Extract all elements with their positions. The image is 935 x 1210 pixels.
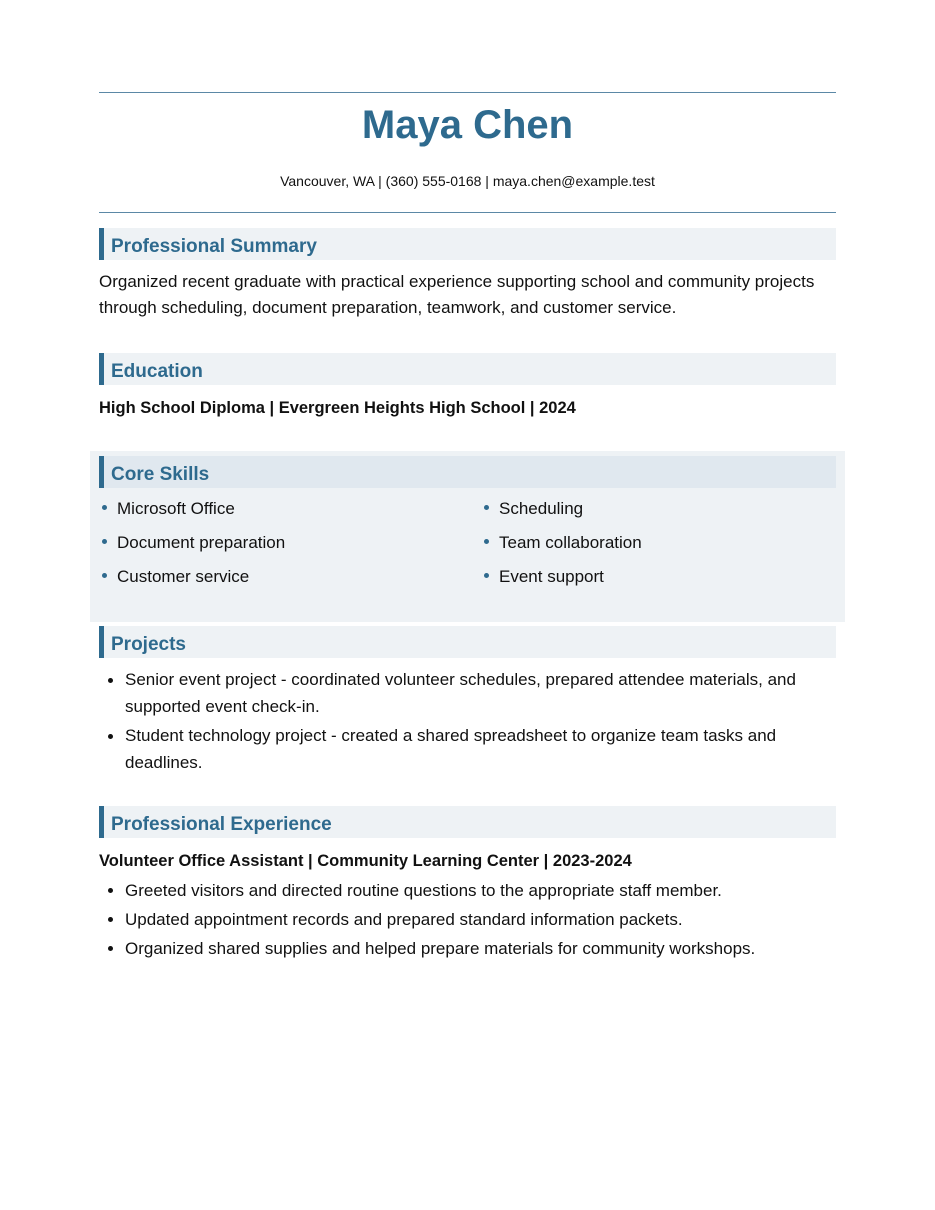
skill-item: Event support (481, 565, 604, 589)
resume-page (99, 92, 836, 418)
skill-item: Microsoft Office (99, 497, 235, 521)
skill-item: Customer service (99, 565, 249, 589)
bullet-icon (484, 539, 489, 544)
contact-line: Vancouver, WA | (360) 555-0168 | maya.chen@example.test (280, 173, 655, 189)
projects-section (99, 626, 836, 776)
header-bottom-rule (99, 212, 836, 213)
skill-item: Team collaboration (481, 531, 642, 555)
skill-item: Scheduling (481, 497, 583, 521)
experience-list (99, 876, 836, 963)
bullet-icon (102, 573, 107, 578)
header-top-rule (99, 92, 836, 93)
project-item: Senior event project - coordinated volunteer schedules, prepared attendee materials, and supported event check-in. (99, 666, 836, 720)
skill-item: Document preparation (99, 531, 285, 555)
skills-heading: Core Skills (99, 456, 836, 488)
summary-text: Organized recent graduate with practical experience supporting school and community projects through scheduling, document preparation, teamwork, and customer service. (99, 272, 815, 317)
experience-item: Organized shared supplies and helped prepare materials for community workshops. (99, 934, 836, 963)
summary-section (99, 228, 836, 321)
bullet-icon (102, 505, 107, 510)
candidate-name: Maya Chen (361, 103, 574, 147)
summary-heading: Professional Summary (99, 228, 836, 260)
projects-heading: Projects (99, 626, 836, 658)
experience-item: Updated appointment records and prepared standard information packets. (99, 905, 836, 934)
education-heading: Education (99, 353, 836, 385)
experience-section (99, 806, 836, 963)
projects-list (99, 666, 836, 776)
bullet-icon (484, 505, 489, 510)
experience-item: Greeted visitors and directed routine questions to the appropriate staff member. (99, 876, 836, 905)
bullet-icon (484, 573, 489, 578)
bullet-icon (102, 539, 107, 544)
experience-heading: Professional Experience (99, 806, 836, 838)
education-section (99, 353, 836, 418)
job-title: Volunteer Office Assistant | Community Learning Center | 2023-2024 (99, 852, 632, 870)
education-line: High School Diploma | Evergreen Heights High School | 2024 (99, 399, 576, 417)
project-item: Student technology project - created a shared spreadsheet to organize team tasks and deadlines. (99, 722, 836, 776)
